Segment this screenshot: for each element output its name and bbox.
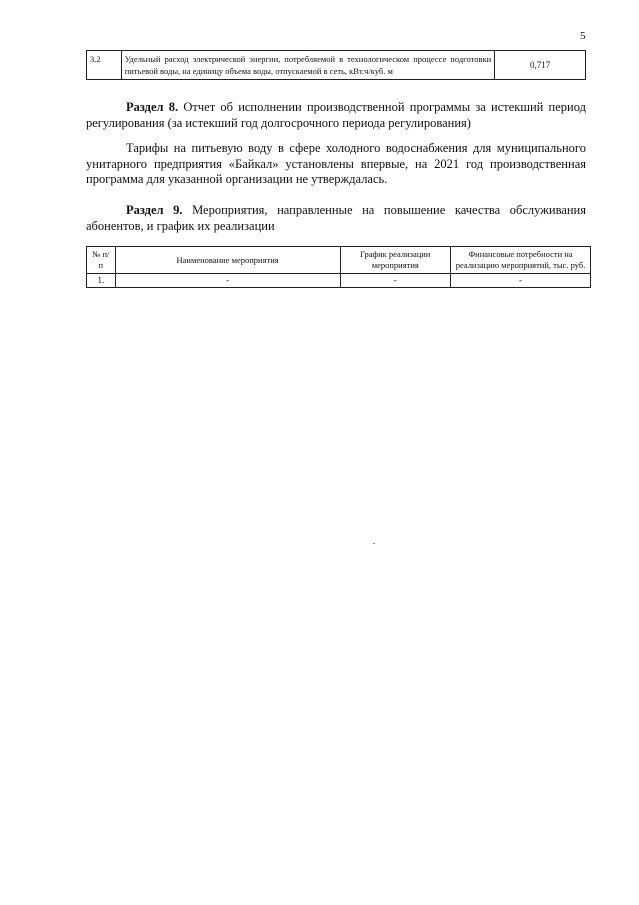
table-row — [87, 274, 591, 288]
header-financing: Финансовые потребности на реализацию мероприятий, тыс. руб. — [451, 247, 591, 274]
table-header-row — [87, 247, 591, 274]
header-schedule: График реализации мероприятия — [340, 247, 451, 274]
header-number: № п/п — [87, 247, 116, 274]
section-8-heading: Раздел 8. — [126, 100, 179, 114]
indicator-table — [86, 50, 586, 80]
cell-measure-name: - — [115, 274, 340, 288]
section-9 — [86, 203, 586, 234]
tariff-paragraph: Тарифы на питьевую воду в сфере холодного водоснабжения для муниципального унитарного предприятия «Байкал» установлены впервые, на 2021 год производственная программа для указанной организации не утверждалась. — [86, 141, 586, 186]
cell-schedule: - — [340, 274, 451, 288]
cell-financing: - — [451, 274, 591, 288]
cell-number: 1. — [87, 274, 116, 288]
section-8 — [86, 100, 586, 131]
section-9-text: Мероприятия, направленные на повышение качества обслуживания абонентов, и график их реализации — [86, 203, 586, 233]
measures-table — [86, 246, 591, 288]
row-number: 3.2 — [87, 51, 122, 80]
section-9-heading: Раздел 9. — [126, 203, 183, 217]
indicator-name: Удельный расход электрической энергии, потребляемой в технологическом процессе подготовки питьевой воды, на единицу объема воды, отпускаемой в сеть, кВт.ч/куб. м — [121, 51, 494, 80]
header-measure-name: Наименование мероприятия — [115, 247, 340, 274]
indicator-value: 0,717 — [495, 51, 586, 80]
table-row — [87, 51, 586, 80]
scan-speck — [373, 543, 375, 544]
page-number: 5 — [580, 30, 586, 42]
section-8-text: Отчет об исполнении производственной программы за истекший период регулирования (за истекший год долгосрочного периода регулирования) — [86, 100, 586, 130]
